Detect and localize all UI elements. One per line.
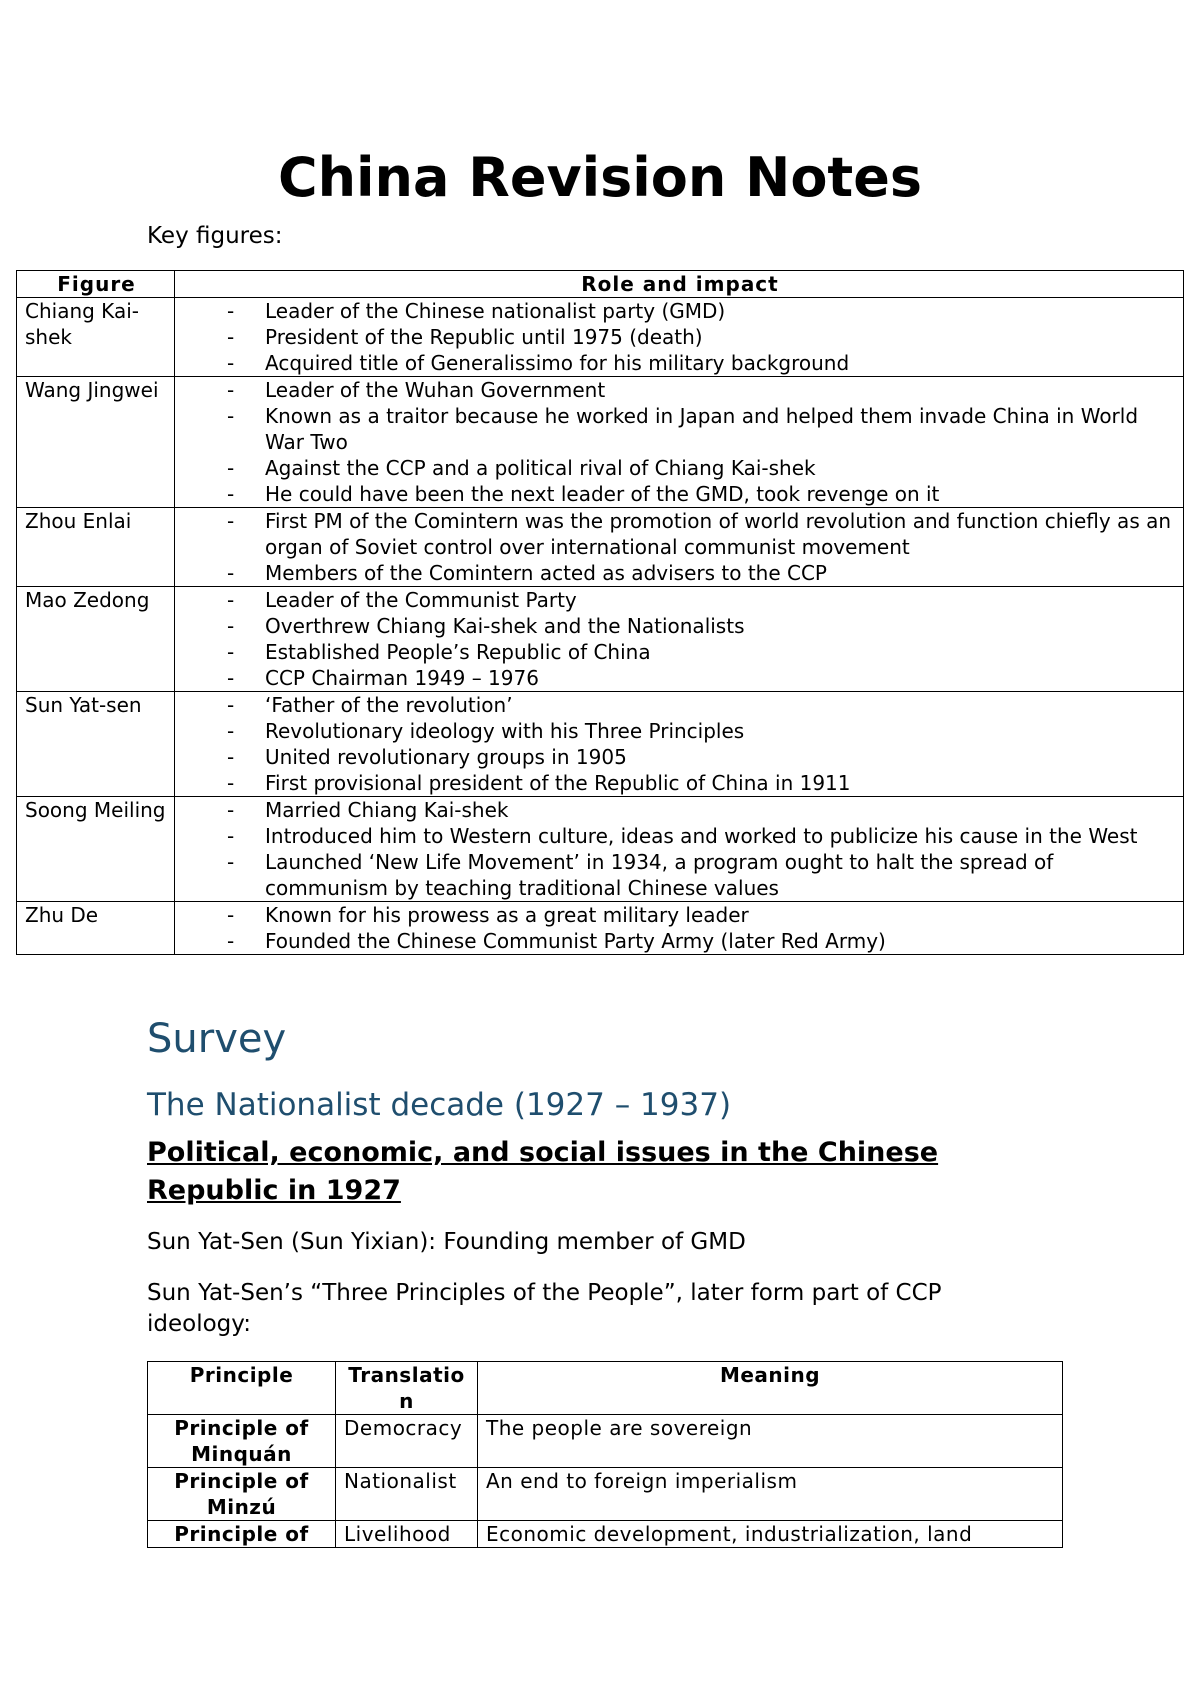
dash-bullet-icon: - [227,588,235,612]
table-row [17,298,1184,377]
sun-yat-sen-paragraph: Sun Yat-Sen (Sun Yixian): Founding member of GMD [147,1229,746,1255]
table-row [17,902,1184,955]
list-item [183,587,1177,613]
table-row [148,1468,1063,1521]
bullet-text: President of the Republic until 1975 (death) [265,325,703,349]
principles-table-body [148,1415,1063,1548]
list-item [183,403,1177,455]
dash-bullet-icon: - [227,456,235,480]
role-bullet-list [183,508,1177,586]
figure-column-header: Figure [17,271,175,298]
principle-name: Principle of Minquán [148,1415,336,1468]
issues-heading: Political, economic, and social issues in the Chinese Republic in 1927 [147,1137,939,1206]
principles-table [147,1361,1063,1548]
figure-name: Chiang Kai-shek [17,298,175,377]
bullet-text: First PM of the Comintern was the promotion of world revolution and function chiefly as an organ of Soviet control over international communist movement [265,509,1172,559]
bullet-text: Members of the Comintern acted as advisers to the CCP [265,561,827,585]
dash-bullet-icon: - [227,666,235,690]
dash-bullet-icon: - [227,404,235,428]
figures-table-body [17,298,1184,955]
role-cell [175,298,1184,377]
role-bullet-list [183,902,1177,954]
table-row [17,797,1184,902]
list-item [183,298,1177,324]
role-cell [175,508,1184,587]
list-item [183,350,1177,376]
principle-meaning: The people are sovereign [478,1415,1063,1468]
role-cell [175,902,1184,955]
role-bullet-list [183,692,1177,796]
list-item [183,823,1177,849]
dash-bullet-icon: - [227,693,235,717]
figure-name: Zhu De [17,902,175,955]
meaning-column-header: Meaning [478,1362,1063,1415]
figure-name: Soong Meiling [17,797,175,902]
list-item [183,508,1177,560]
bullet-text: First provisional president of the Republic of China in 1911 [265,771,851,795]
principle-meaning: An end to foreign imperialism [478,1468,1063,1521]
list-item [183,718,1177,744]
dash-bullet-icon: - [227,561,235,585]
key-figures-table [16,270,1184,955]
role-cell [175,692,1184,797]
principle-name: Principle of [148,1521,336,1548]
table-row [148,1521,1063,1548]
list-item [183,928,1177,954]
table-row [17,508,1184,587]
principle-translation: Democracy [336,1415,478,1468]
bullet-text: He could have been the next leader of the GMD, took revenge on it [265,482,940,506]
bullet-text: Leader of the Communist Party [265,588,577,612]
list-item [183,613,1177,639]
table-row [17,692,1184,797]
dash-bullet-icon: - [227,640,235,664]
dash-bullet-icon: - [227,482,235,506]
bullet-text: Founded the Chinese Communist Party Army (later Red Army) [265,929,886,953]
bullet-text: Known as a traitor because he worked in Japan and helped them invade China in World War Two [265,404,1139,454]
bullet-text: Overthrew Chiang Kai-shek and the Nationalists [265,614,745,638]
survey-heading: Survey [147,1016,287,1062]
table-row [17,377,1184,508]
bullet-text: Married Chiang Kai-shek [265,798,509,822]
dash-bullet-icon: - [227,798,235,822]
role-cell [175,377,1184,508]
figure-name: Wang Jingwei [17,377,175,508]
bullet-text: Leader of the Wuhan Government [265,378,606,402]
bullet-text: Launched ‘New Life Movement’ in 1934, a program ought to halt the spread of communism by teaching traditional Chinese values [265,850,1054,900]
principle-translation: Nationalist [336,1468,478,1521]
key-figures-label: Key figures: [147,223,283,249]
bullet-text: Revolutionary ideology with his Three Principles [265,719,745,743]
principle-meaning: Economic development, industrialization, land [478,1521,1063,1548]
role-bullet-list [183,587,1177,691]
table-header-row [17,271,1184,298]
list-item [183,639,1177,665]
list-item [183,744,1177,770]
list-item [183,455,1177,481]
table-row [17,587,1184,692]
list-item [183,770,1177,796]
bullet-text: Introduced him to Western culture, ideas and worked to publicize his cause in the West [265,824,1138,848]
dash-bullet-icon: - [227,745,235,769]
table-row [148,1415,1063,1468]
role-column-header: Role and impact [175,271,1184,298]
dash-bullet-icon: - [227,850,235,874]
dash-bullet-icon: - [227,719,235,743]
list-item [183,849,1177,901]
dash-bullet-icon: - [227,929,235,953]
dash-bullet-icon: - [227,351,235,375]
nationalist-decade-heading: The Nationalist decade (1927 – 1937) [147,1087,732,1123]
bullet-text: United revolutionary groups in 1905 [265,745,627,769]
list-item [183,560,1177,586]
bullet-text: Leader of the Chinese nationalist party (GMD) [265,299,726,323]
bullet-text: Against the CCP and a political rival of Chiang Kai-shek [265,456,816,480]
table-header-row [148,1362,1063,1415]
role-bullet-list [183,298,1177,376]
principle-name: Principle of Minzú [148,1468,336,1521]
list-item [183,902,1177,928]
list-item [183,797,1177,823]
dash-bullet-icon: - [227,771,235,795]
list-item [183,324,1177,350]
dash-bullet-icon: - [227,824,235,848]
dash-bullet-icon: - [227,614,235,638]
role-cell [175,587,1184,692]
figure-name: Sun Yat-sen [17,692,175,797]
page-title: China Revision Notes [277,146,923,209]
bullet-text: ‘Father of the revolution’ [265,693,513,717]
list-item [183,665,1177,691]
dash-bullet-icon: - [227,903,235,927]
bullet-text: CCP Chairman 1949 – 1976 [265,666,539,690]
list-item [183,481,1177,507]
bullet-text: Known for his prowess as a great military leader [265,903,749,927]
list-item [183,377,1177,403]
three-principles-paragraph: Sun Yat-Sen’s “Three Principles of the People”, later form part of CCP ideology: [147,1280,942,1337]
translation-column-header: Translation [336,1362,478,1415]
role-cell [175,797,1184,902]
bullet-text: Established People’s Republic of China [265,640,651,664]
role-bullet-list [183,377,1177,507]
principle-translation: Livelihood [336,1521,478,1548]
figure-name: Mao Zedong [17,587,175,692]
role-bullet-list [183,797,1177,901]
dash-bullet-icon: - [227,325,235,349]
dash-bullet-icon: - [227,509,235,533]
dash-bullet-icon: - [227,299,235,323]
figure-name: Zhou Enlai [17,508,175,587]
list-item [183,692,1177,718]
principle-column-header: Principle [148,1362,336,1415]
bullet-text: Acquired title of Generalissimo for his military background [265,351,850,375]
dash-bullet-icon: - [227,378,235,402]
